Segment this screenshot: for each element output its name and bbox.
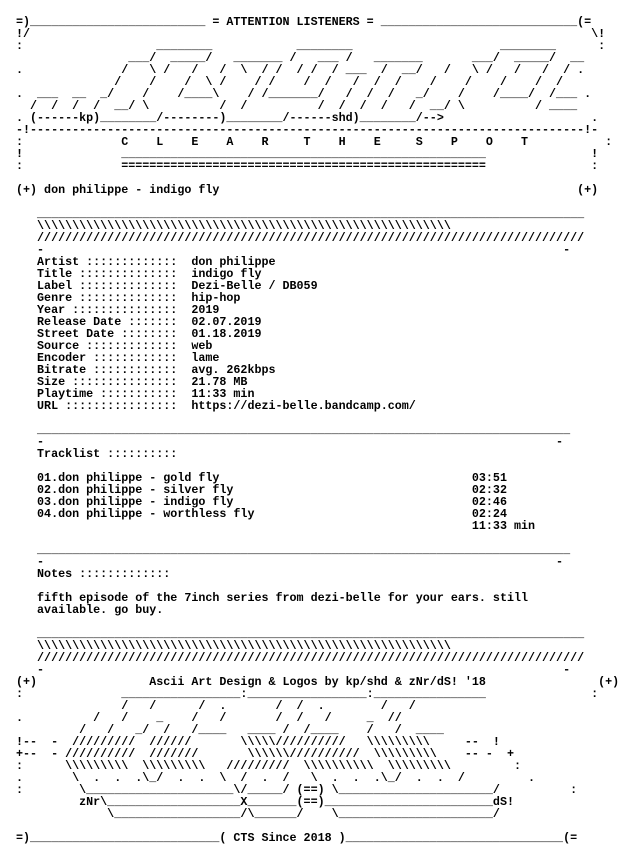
footer-line: . \ . . .\_/ . . \ / . / \ . . .\_/ . . / . [16,771,536,785]
notes-line: available. go buy. [16,603,164,617]
footer-line: / / / . / / . / / [16,699,416,713]
info-row: Playtime ::::::::::: 11:33 min [16,387,255,401]
info-row: Artist ::::::::::::: don philippe [16,255,276,269]
footer-line: / / _/ / /____ ____ / /____ / / ____ [16,723,444,737]
divider-line: ////////////////////////////////////////////////////////////////////////////// [16,651,585,665]
header-line: . ___ __ _/ / /____\ / /_______/ / / / _/ / /____/ /___ . [16,87,592,101]
header-line: ___/ _____/ _______ / ___ / _______ ___/ _____/ __ [16,51,599,65]
tracklist-heading: Tracklist :::::::::: [16,447,178,461]
credits-line: (+) Ascii Art Design & Logos by kp/shd & zNr/dS! '18 (+) [16,675,620,689]
footer-line: !-- - ///////// ////// \\\\\////////// \\\\\\\\\ -- ! [16,735,500,749]
notes-line: fifth episode of the 7inch series from dezi-belle for your ears. still [16,591,528,605]
track-row: 03.don philippe - indigo fly 02:46 [16,495,507,509]
info-row: Size ::::::::::::::: 21.78 MB [16,375,248,389]
section-rule: ____________________________________________________________________________ [16,423,571,437]
track-row: 02.don philippe - silver fly 02:32 [16,483,507,497]
section-rule: ____________________________________________________________________________ [16,543,571,557]
tracklist-total: 11:33 min [16,519,536,533]
header-line: / / / \ / / / / / / / / / / / / / [16,75,592,89]
footer-line: : _________________:_________________:________________ : [16,687,599,701]
section-rule: - - [16,555,564,569]
header-line: . / \ / / / \ / / / / / ___ / __/ / \ / / / / . [16,63,585,77]
info-row: Year ::::::::::::::: 2019 [16,303,220,317]
divider-line: - - [16,663,571,677]
track-row: 01.don philippe - gold fly 03:51 [16,471,507,485]
divider-line: ______________________________________________________________________________ [16,627,585,641]
notes-heading: Notes ::::::::::::: [16,567,171,581]
info-row: Street Date :::::::: 01.18.2019 [16,327,262,341]
header-line: -!-------------------------------------------------------------------------------!- [16,123,599,137]
divider-line: - - [16,243,571,257]
footer-line: =)___________________________( CTS Since 2018 )_______________________________(= [16,831,578,845]
divider-line: \\\\\\\\\\\\\\\\\\\\\\\\\\\\\\\\\\\\\\\\\\\\\\\\\\\\\\\\\\\ [16,639,451,653]
info-row: Encoder :::::::::::: lame [16,351,220,365]
footer-line: zNr\___________________X_______(==)________________________dS! [16,795,514,809]
info-row: Bitrate :::::::::::: avg. 262kbps [16,363,276,377]
footer-line: \__________________/\______/ \______________________/ [16,807,500,821]
header-line: : C L E A R T H E S P O T : [16,135,613,149]
info-row: Source ::::::::::::: web [16,339,213,353]
footer-line: +-- - ////////// /////// \\\\\\////////// \\\\\\\\\ -- - + [16,747,514,761]
release-heading: (+) don philippe - indigo fly (+) [16,183,599,197]
header-line: !/ \! [16,27,606,41]
footer-line: : \_____________________\/_____/ (==) \______________________/ : [16,783,578,797]
nfo-document [16,16,619,844]
track-row: 04.don philippe - worthless fly 02:24 [16,507,507,521]
info-row-url: URL :::::::::::::::: https://dezi-belle.bandcamp.com/ [16,399,416,413]
header-line: ! ____________________________________________________ ! [16,147,599,161]
info-row: Genre :::::::::::::: hip-hop [16,291,241,305]
divider-line: ////////////////////////////////////////////////////////////////////////////// [16,231,585,245]
header-line: =)_________________________ = ATTENTION LISTENERS = ____________________________(= [16,15,592,29]
info-row: Label :::::::::::::: Dezi-Belle / DB059 [16,279,318,293]
header-line: : ==================================================== : [16,159,599,173]
header-line: : ________ ________ ________ : [16,39,606,53]
header-line: / / / / __/ \ / / / / / / / __/ \ / ____ [16,99,585,113]
section-rule: - - [16,435,564,449]
footer-line: : \\\\\\\\\ \\\\\\\\\ ///////// \\\\\\\\\\ \\\\\\\\\ : [16,759,521,773]
divider-line: ______________________________________________________________________________ [16,207,585,221]
header-line: . (------kp)________/--------)________/------shd)________/--> . [16,111,599,125]
info-row: Title :::::::::::::: indigo fly [16,267,262,281]
divider-line: \\\\\\\\\\\\\\\\\\\\\\\\\\\\\\\\\\\\\\\\\\\\\\\\\\\\\\\\\\\ [16,219,451,233]
footer-line: . / / _ / / / / / _ // [16,711,402,725]
info-row: Release Date ::::::: 02.07.2019 [16,315,262,329]
